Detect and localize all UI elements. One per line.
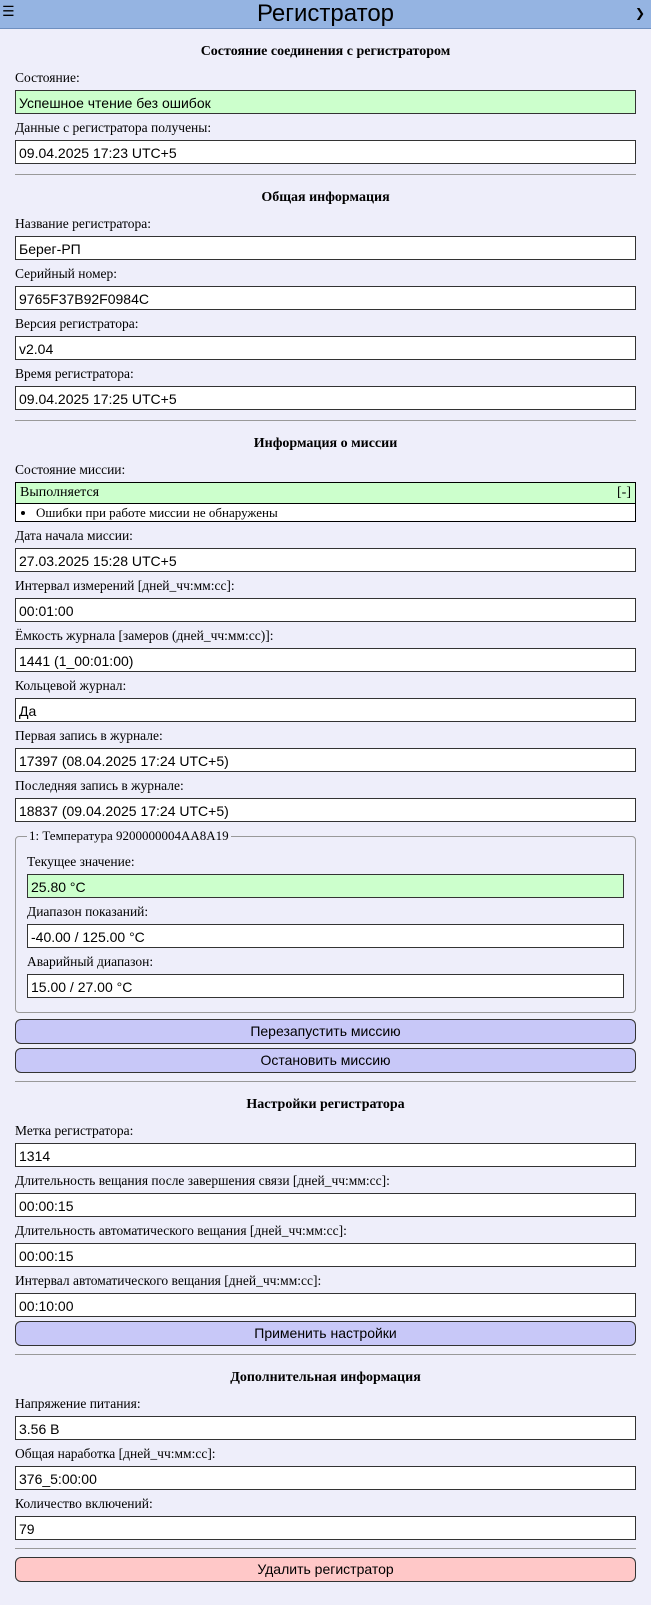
logger-name-field: Берег-РП xyxy=(15,236,636,260)
alarm-range-label: Аварийный диапазон: xyxy=(27,954,154,969)
post-link-broadcast-input[interactable]: 00:00:15 xyxy=(15,1193,636,1217)
logger-tag-input[interactable]: 1314 xyxy=(15,1143,636,1167)
logger-time-field: 09.04.2025 17:25 UTC+5 xyxy=(15,386,636,410)
sensor-legend: 1: Температура 9200000004AA8A19 xyxy=(29,828,229,843)
mission-section-title: Информация о миссии xyxy=(253,436,398,451)
divider xyxy=(15,1081,636,1082)
data-received-label: Данные с регистратора получены: xyxy=(15,120,212,135)
logger-version-field: v2.04 xyxy=(15,336,636,360)
divider xyxy=(15,420,636,421)
auto-broadcast-interval-input[interactable]: 00:10:00 xyxy=(15,1293,636,1317)
mission-state-toggle[interactable]: [-] xyxy=(617,485,631,500)
logger-version-label: Версия регистратора: xyxy=(15,316,139,331)
mission-state-panel xyxy=(15,482,636,522)
post-link-broadcast-label: Длительность вещания после завершения связи [дней_чч:мм:сс]: xyxy=(15,1173,390,1188)
uptime-field: 376_5:00:00 xyxy=(15,1466,636,1490)
logger-tag-label: Метка регистратора: xyxy=(15,1123,134,1138)
measure-interval-field: 00:01:00 xyxy=(15,598,636,622)
uptime-label: Общая наработка [дней_чч:мм:сс]: xyxy=(15,1446,216,1461)
mission-state-header[interactable] xyxy=(16,483,635,504)
logger-name-label: Название регистратора: xyxy=(15,216,151,231)
measure-interval-label: Интервал измерений [дней_чч:мм:сс]: xyxy=(15,578,235,593)
general-section-title: Общая информация xyxy=(261,190,390,205)
apply-settings-button[interactable]: Применить настройки xyxy=(15,1321,636,1346)
log-capacity-field: 1441 (1_00:01:00) xyxy=(15,648,636,672)
first-record-label: Первая запись в журнале: xyxy=(15,728,163,743)
connection-section-title: Состояние соединения с регистратором xyxy=(200,44,451,59)
reading-range-field: -40.00 / 125.00 °C xyxy=(27,924,624,948)
list-item: • Ошибки при работе миссии не обнаружены xyxy=(36,504,635,521)
connection-state-label: Состояние: xyxy=(15,70,80,85)
mission-start-label: Дата начала миссии: xyxy=(15,528,133,543)
ring-log-field: Да xyxy=(15,698,636,722)
mission-state-label: Состояние миссии: xyxy=(15,462,126,477)
mission-errors-list xyxy=(16,504,635,521)
voltage-field: 3.56 В xyxy=(15,1416,636,1440)
mission-state-value: Выполняется xyxy=(20,485,100,500)
alarm-range-field: 15.00 / 27.00 °C xyxy=(27,974,624,998)
stop-mission-button[interactable]: Остановить миссию xyxy=(15,1048,636,1073)
last-record-field: 18837 (09.04.2025 17:24 UTC+5) xyxy=(15,798,636,822)
auto-broadcast-interval-label: Интервал автоматического вещания [дней_чч:мм:сс]: xyxy=(15,1273,322,1288)
current-value-field: 25.80 °C xyxy=(27,874,624,898)
restart-mission-button[interactable]: Перезапустить миссию xyxy=(15,1019,636,1044)
divider xyxy=(15,1354,636,1355)
auto-broadcast-duration-input[interactable]: 00:00:15 xyxy=(15,1243,636,1267)
sensor-panel xyxy=(15,828,636,1013)
ring-log-label: Кольцевой журнал: xyxy=(15,678,127,693)
reading-range-label: Диапазон показаний: xyxy=(27,904,149,919)
divider xyxy=(15,174,636,175)
power-ons-field: 79 xyxy=(15,1516,636,1540)
main-content xyxy=(0,44,651,1582)
extra-section-title: Дополнительная информация xyxy=(230,1370,421,1385)
serial-number-field: 9765F37B92F0984C xyxy=(15,286,636,310)
logger-time-label: Время регистратора: xyxy=(15,366,134,381)
power-ons-label: Количество включений: xyxy=(15,1496,153,1511)
last-record-label: Последняя запись в журнале: xyxy=(15,778,184,793)
title-bar xyxy=(0,0,651,29)
chevron-down-icon[interactable]: ❯ xyxy=(634,6,645,20)
voltage-label: Напряжение питания: xyxy=(15,1396,141,1411)
settings-section-title: Настройки регистратора xyxy=(246,1097,405,1112)
serial-number-label: Серийный номер: xyxy=(15,266,118,281)
log-capacity-label: Ёмкость журнала [замеров (дней_чч:мм:сс)]: xyxy=(15,628,274,643)
auto-broadcast-duration-label: Длительность автоматического вещания [дней_чч:мм:сс]: xyxy=(15,1223,347,1238)
page-title: Регистратор xyxy=(256,0,395,27)
first-record-field: 17397 (08.04.2025 17:24 UTC+5) xyxy=(15,748,636,772)
mission-start-field: 27.03.2025 15:28 UTC+5 xyxy=(15,548,636,572)
hamburger-icon[interactable]: ☰ xyxy=(2,4,15,20)
data-received-field: 09.04.2025 17:23 UTC+5 xyxy=(15,140,636,164)
delete-logger-button[interactable]: Удалить регистратор xyxy=(15,1557,636,1582)
current-value-label: Текущее значение: xyxy=(27,854,135,869)
connection-state-field: Успешное чтение без ошибок xyxy=(15,90,636,114)
